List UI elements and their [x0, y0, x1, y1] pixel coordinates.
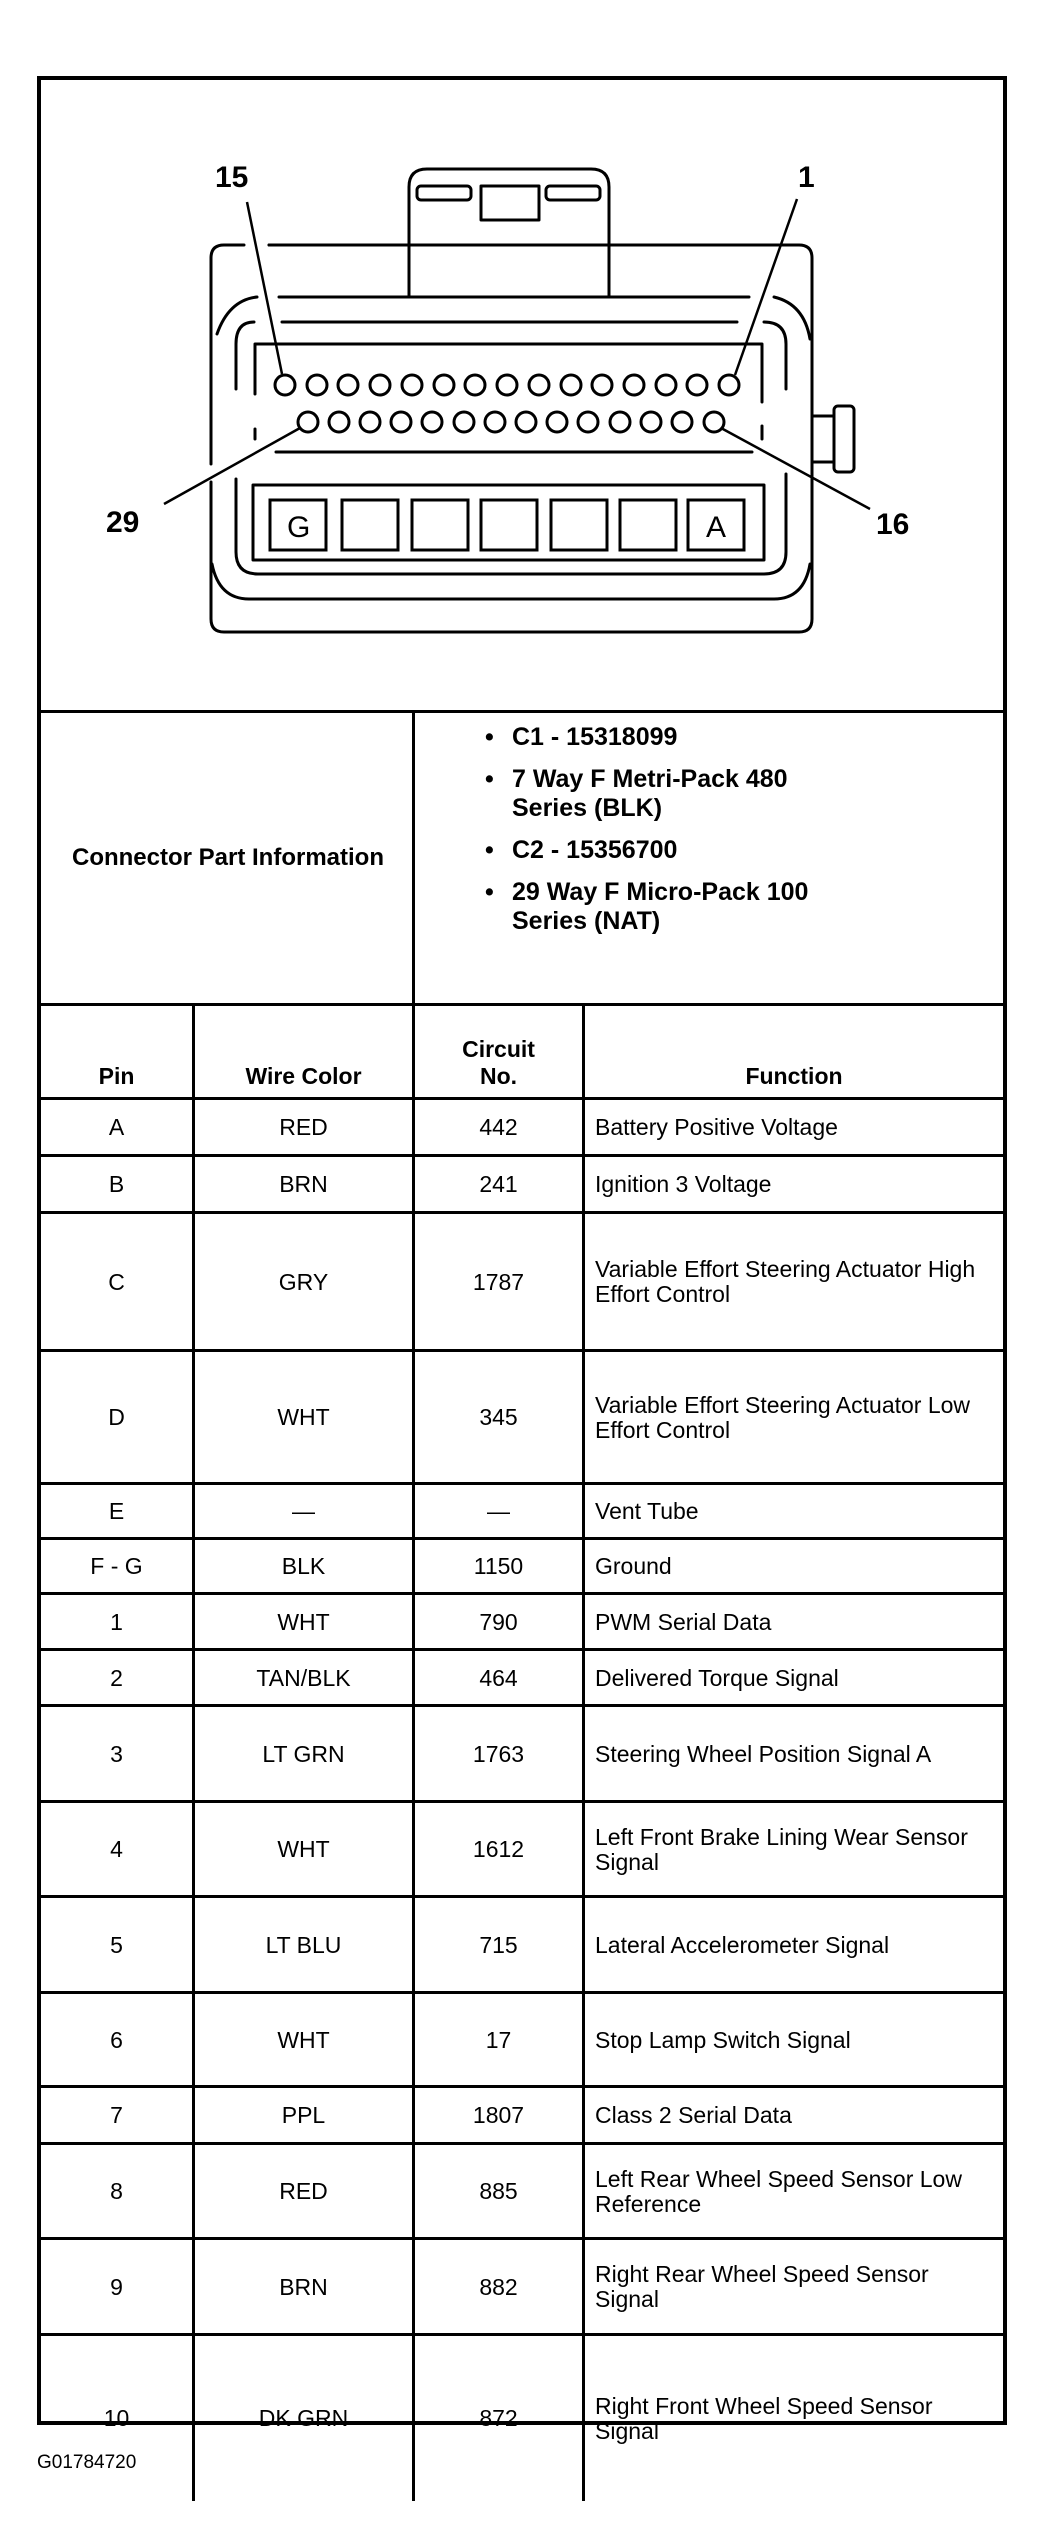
- cell-pin: 5: [110, 1931, 123, 1958]
- cell-wire-color: BRN: [279, 2273, 328, 2300]
- bullet-icon: •: [485, 765, 494, 793]
- cell-function: Class 2 Serial Data: [595, 2102, 792, 2128]
- cell-function: Variable Effort Steering Actuator Low Effort Control: [595, 1391, 971, 1443]
- pin-label-29: 29: [106, 506, 140, 539]
- cell-circuit-no: 1807: [472, 2102, 525, 2128]
- cell-wire-color: DK GRN: [258, 2405, 349, 2431]
- cell-wire-color: TAN/BLK: [256, 1664, 351, 1691]
- connector-part-item: • C2 - 15356700: [485, 836, 678, 864]
- cell-function: Left Rear Wheel Speed Sensor Low Reference: [595, 2165, 962, 2217]
- cell-function: Stop Lamp Switch Signal: [595, 2026, 851, 2053]
- cell-pin: 3: [110, 1740, 123, 1767]
- cell-circuit-no: 17: [485, 2026, 512, 2053]
- cell-circuit-no: 715: [479, 1931, 518, 1958]
- cell-wire-color: WHT: [277, 1404, 330, 1430]
- pin-table: [41, 1006, 1003, 2501]
- bullet-icon: •: [485, 878, 494, 906]
- cell-pin: 4: [110, 1836, 123, 1862]
- cell-pin: A: [108, 1114, 125, 1140]
- cell-circuit-no: 345: [479, 1404, 518, 1430]
- cell-function: Vent Tube: [595, 1498, 699, 1524]
- cell-function: Right Front Wheel Speed Sensor Signal: [595, 2392, 933, 2444]
- header-circuit-no: Circuit No.: [462, 1036, 535, 1089]
- cell-circuit-no: 1787: [472, 1268, 525, 1295]
- cavity-label-a: A: [706, 511, 727, 544]
- connector-diagram: [41, 80, 1003, 710]
- cell-pin: 6: [110, 2026, 123, 2053]
- bullet-icon: •: [485, 723, 494, 751]
- connector-part-info-title: Connector Part Information: [71, 844, 384, 871]
- cell-function: Delivered Torque Signal: [595, 1664, 839, 1691]
- cell-wire-color: WHT: [277, 2026, 330, 2053]
- cell-circuit-no: 241: [479, 1171, 518, 1197]
- cell-circuit-no: 464: [479, 1664, 518, 1691]
- cell-circuit-no: 442: [479, 1114, 518, 1140]
- cell-wire-color: LT BLU: [265, 1931, 342, 1958]
- cell-pin: 10: [103, 2405, 130, 2431]
- connector-part-item: • C1 - 15318099: [485, 723, 678, 751]
- pin-label-15: 15: [215, 161, 249, 194]
- cell-wire-color: LT GRN: [262, 1740, 345, 1767]
- connector-part-list: [415, 713, 1005, 1013]
- cell-wire-color: —: [292, 1498, 315, 1524]
- cell-pin: 1: [110, 1608, 123, 1635]
- cell-wire-color: WHT: [277, 1608, 330, 1635]
- connector-part-item: • 29 Way F Micro-Pack 100 Series (NAT): [485, 878, 809, 935]
- cell-circuit-no: 872: [479, 2405, 518, 2431]
- connector-end-view-sheet: [37, 76, 1007, 2444]
- cell-pin: E: [108, 1498, 125, 1524]
- cell-circuit-no: —: [487, 1498, 510, 1524]
- connector-part-item: • 7 Way F Metri-Pack 480 Series (BLK): [485, 765, 788, 822]
- cell-pin: D: [108, 1404, 125, 1430]
- cell-function: Variable Effort Steering Actuator High Effort Control: [595, 1256, 976, 1307]
- cell-pin: 2: [110, 1664, 123, 1691]
- cell-circuit-no: 1763: [472, 1740, 525, 1767]
- cell-pin: 9: [110, 2273, 123, 2300]
- cell-pin: 7: [110, 2102, 123, 2128]
- cell-circuit-no: 1150: [473, 1553, 524, 1579]
- cell-function: Battery Positive Voltage: [595, 1114, 838, 1140]
- header-pin: Pin: [98, 1063, 135, 1089]
- cell-function: Lateral Accelerometer Signal: [595, 1931, 890, 1958]
- pin-label-1: 1: [798, 161, 815, 194]
- cell-function: Steering Wheel Position Signal A: [595, 1740, 932, 1767]
- cell-circuit-no: 885: [479, 2178, 518, 2204]
- cell-circuit-no: 882: [479, 2273, 518, 2300]
- cell-function: Right Rear Wheel Speed Sensor Signal: [595, 2261, 929, 2312]
- cell-wire-color: BLK: [281, 1553, 326, 1579]
- cell-wire-color: BRN: [279, 1171, 328, 1197]
- cell-wire-color: WHT: [277, 1836, 330, 1862]
- cell-pin: C: [108, 1268, 125, 1295]
- cell-function: Ground: [595, 1553, 672, 1579]
- cell-pin: 8: [110, 2178, 123, 2204]
- pin-label-16: 16: [876, 508, 910, 541]
- cell-wire-color: RED: [279, 1114, 328, 1140]
- figure-id: G01784720: [37, 2452, 137, 2473]
- cell-wire-color: RED: [279, 2178, 328, 2204]
- bullet-icon: •: [485, 836, 494, 864]
- cell-wire-color: GRY: [278, 1268, 329, 1295]
- cell-circuit-no: 790: [479, 1608, 518, 1635]
- cell-circuit-no: 1612: [472, 1836, 525, 1862]
- cell-function: PWM Serial Data: [595, 1608, 772, 1635]
- cell-pin: F - G: [90, 1553, 143, 1579]
- cell-wire-color: PPL: [281, 2102, 326, 2128]
- header-wire-color: Wire Color: [245, 1063, 362, 1089]
- cell-function: Left Front Brake Lining Wear Sensor Signal: [595, 1823, 968, 1875]
- header-function: Function: [745, 1063, 843, 1089]
- connector-part-info: [41, 713, 1003, 1003]
- cell-function: Ignition 3 Voltage: [595, 1171, 772, 1197]
- cell-pin: B: [108, 1171, 125, 1197]
- cavity-label-g: G: [287, 511, 311, 544]
